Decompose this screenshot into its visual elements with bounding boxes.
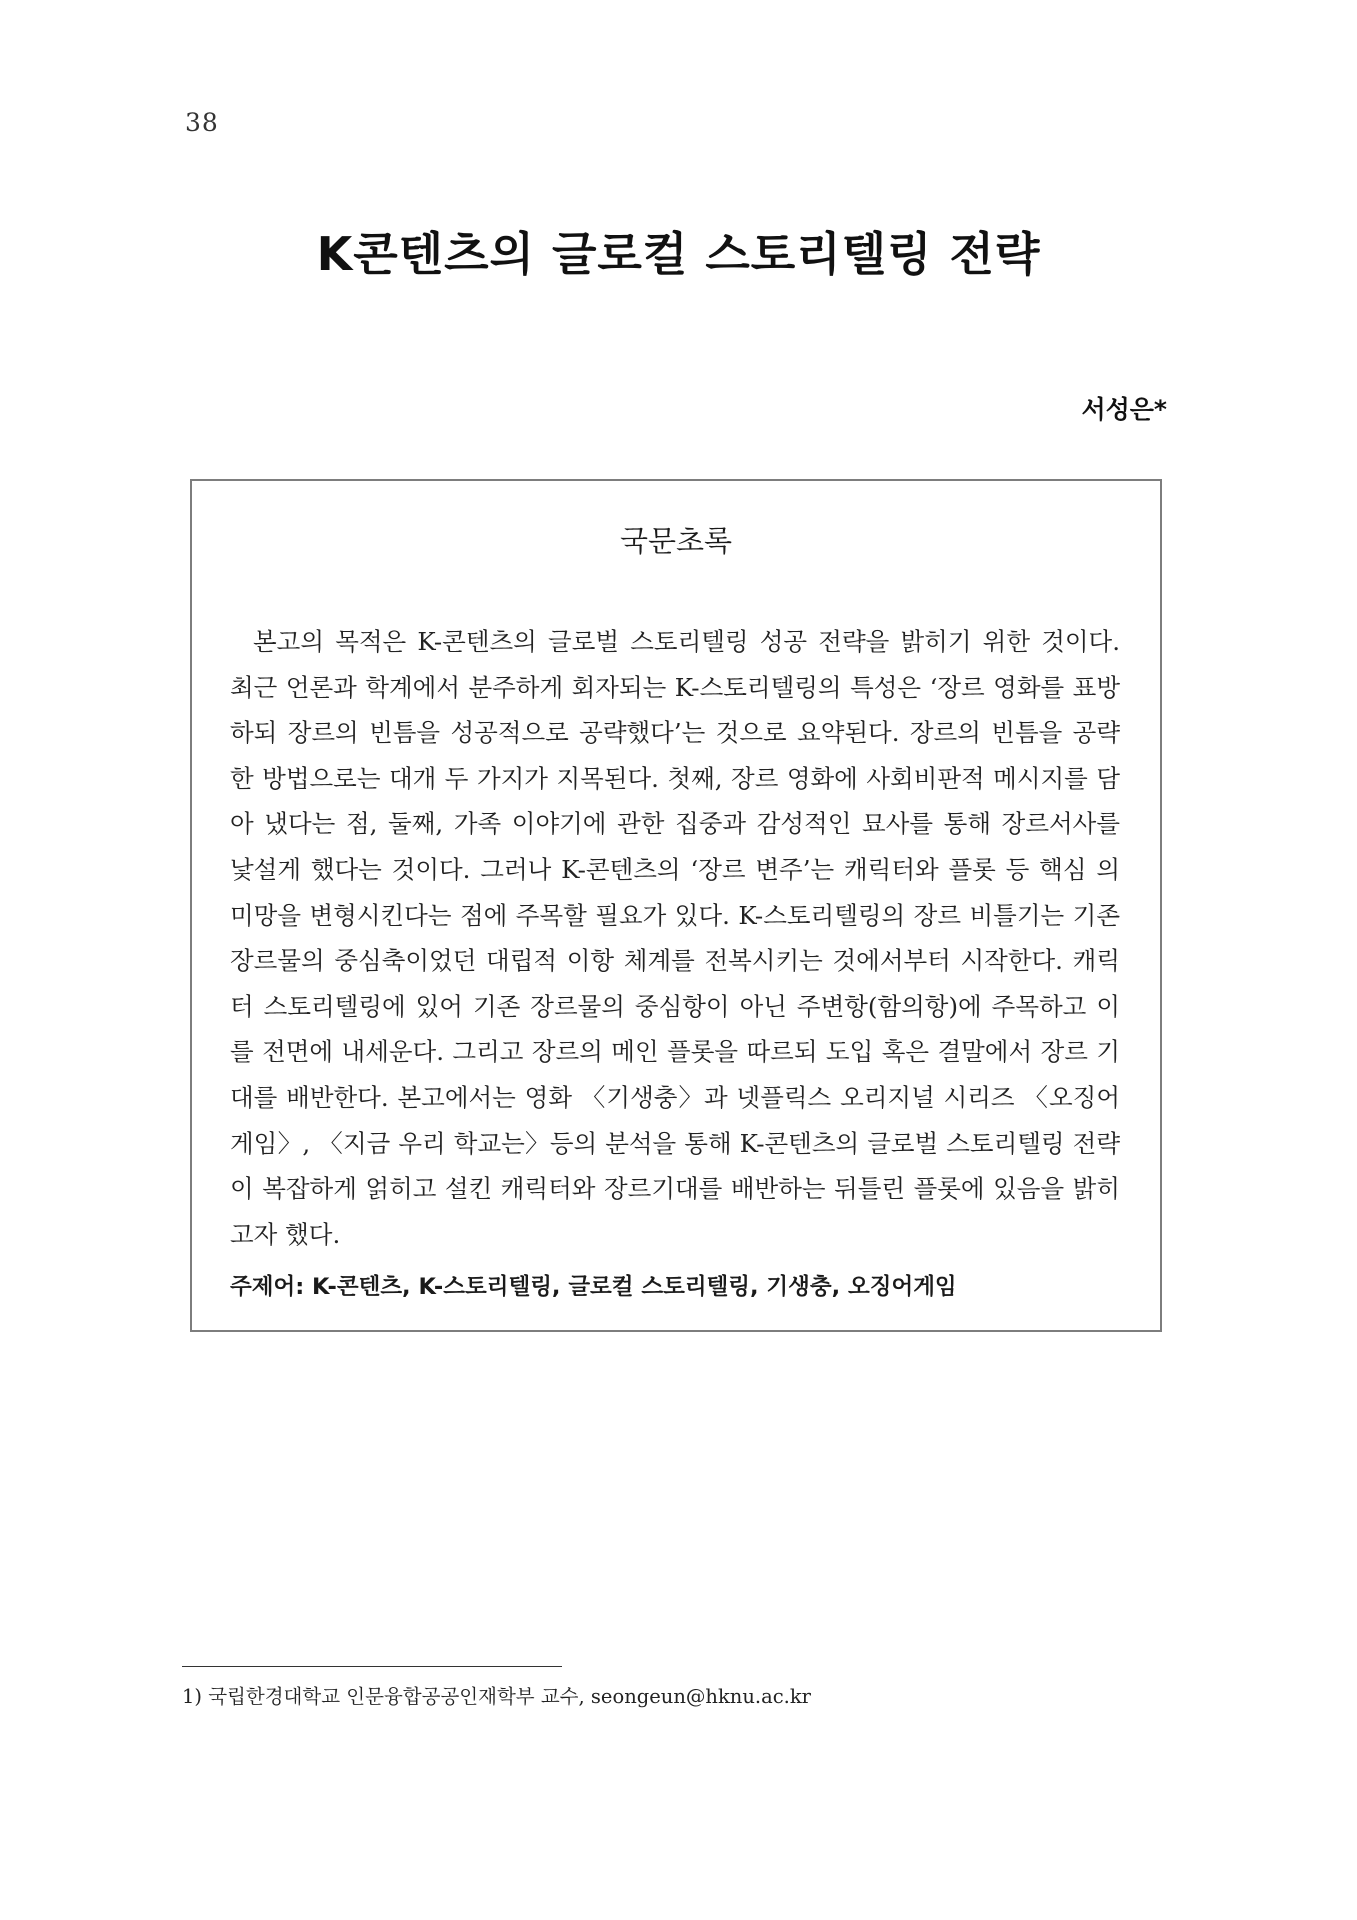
paper-title: K콘텐츠의 글로컬 스토리텔링 전략	[316, 227, 1041, 281]
abstract-body: 본고의 목적은 K-콘텐츠의 글로벌 스토리텔링 성공 전략을 밝히기 위한 것이다. 최근 언론과 학계에서 분주하게 회자되는 K-스토리텔링의 특성은 ‘장르 영화를 표방하되 장르의 빈틈을 성공적으로 공략했다’는 것으로 요약된다. 장르의 빈틈을 공략한 방법으로는 대개 두 가지가 지목된다. 첫째, 장르 영화에 사회비판적 메시지를 담아 냈다는 점, 둘째, 가족 이야기에 관한 집중과 감성적인 묘사를 통해 장르서사를 낯설게 했다는 것이다. 그러나 K-콘텐츠의 ‘장르 변주’는 캐릭터와 플롯 등 핵심 의미망을 변형시킨다는 점에 주목할 필요가 있다. K-스토리텔링의 장르 비틀기는 기존 장르물의 중심축이었던 대립적 이항 체계를 전복시키는 것에서부터 시작한다. 캐릭터 스토리텔링에 있어 기존 장르물의 중심항이 아닌 주변항(함의항)에 주목하고 이를 전면에 내세운다. 그리고 장르의 메인 플롯을 따르되 도입 혹은 결말에서 장르 기대를 배반한다. 본고에서는 영화 〈기생충〉과 넷플릭스 오리지널 시리즈 〈오징어게임〉, 〈지금 우리 학교는〉등의 분석을 통해 K-콘텐츠의 글로벌 스토리텔링 전략이 복잡하게 얽히고 설킨 캐릭터와 장르기대를 배반하는 뒤틀린 플롯에 있음을 밝히고자 했다.	[230, 627, 1120, 1249]
footnote: 1) 국립한경대학교 인문융합공공인재학부 교수, seongeun@hknu.ac.kr	[182, 1685, 811, 1708]
page-number: 38	[185, 108, 219, 137]
footnote-divider	[182, 1666, 562, 1667]
abstract-heading: 국문초록	[619, 524, 733, 558]
abstract-box	[190, 479, 1162, 1332]
keywords: 주제어: K-콘텐츠, K-스토리텔링, 글로컬 스토리텔링, 기생충, 오징어게임	[230, 1274, 957, 1300]
author-name: 서성은*	[1081, 395, 1167, 424]
